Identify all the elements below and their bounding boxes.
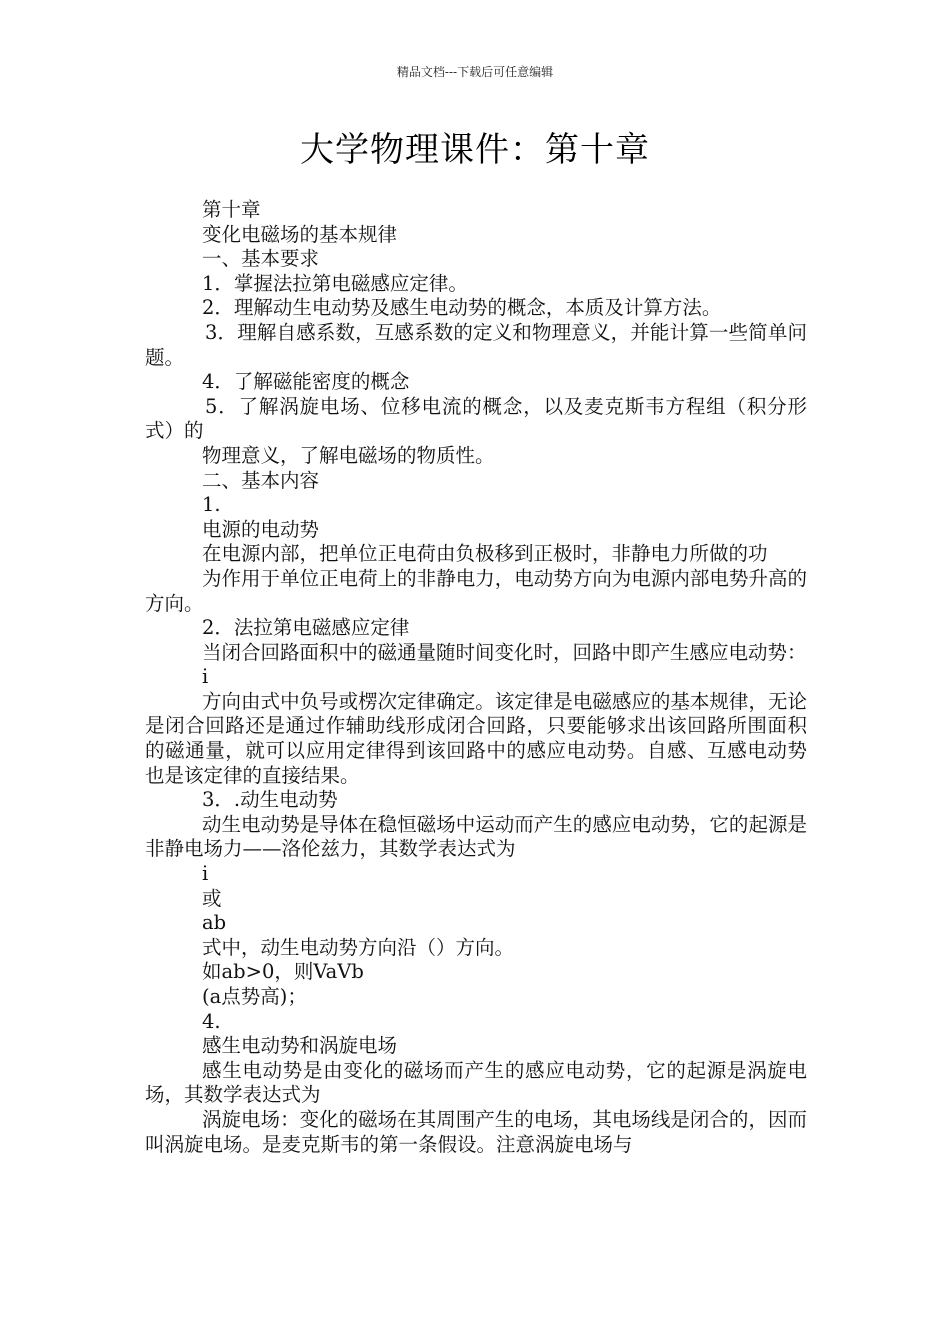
item-heading: 感生电动势和涡旋电场 xyxy=(202,1034,398,1058)
paragraph: 物理意义，了解电磁场的物质性。 xyxy=(202,443,495,467)
paragraph: 当闭合回路面积中的磁通量随时间变化时，回路中即产生感应电动势： xyxy=(202,640,807,664)
paragraph: 式中，动生电动势方向沿（）方向。 xyxy=(202,935,515,959)
paragraph: 感生电动势是由变化的磁场而产生的感应电动势，它的起源是涡旋电场，其数学表达式为 xyxy=(145,1058,807,1107)
requirement-item: 2．理解动生电动势及感生电动势的概念，本质及计算方法。 xyxy=(202,296,722,320)
chapter-subtitle: 变化电磁场的基本规律 xyxy=(202,222,398,246)
item-heading: 2．法拉第电磁感应定律 xyxy=(202,616,410,640)
section-heading: 一、基本要求 xyxy=(202,247,320,271)
item-number: 1. xyxy=(202,493,221,517)
item-heading: 3．.动生电动势 xyxy=(202,788,338,812)
document-title: 大学物理课件：第十章 xyxy=(300,130,650,170)
chapter-label: 第十章 xyxy=(202,198,261,221)
requirement-item: 3．理解自感系数，互感系数的定义和物理意义，并能计算一些简单问题。 xyxy=(145,320,807,369)
requirement-item: 1．掌握法拉第电磁感应定律。 xyxy=(202,271,468,295)
paragraph: (a点势高)； xyxy=(202,985,307,1008)
requirement-item: 5．了解涡旋电场、位移电流的概念，以及麦克斯韦方程组（积分形式）的 xyxy=(145,394,807,443)
paragraph: 为作用于单位正电荷上的非静电力，电动势方向为电源内部电势升高的方向。 xyxy=(145,566,807,615)
item-heading: 电源的电动势 xyxy=(202,517,320,541)
requirement-item: 4．了解磁能密度的概念 xyxy=(202,370,410,394)
paragraph: 涡旋电场：变化的磁场在其周围产生的电场，其电场线是闭合的，因而叫涡旋电场。是麦克斯韦的第一条假设。注意涡旋电场与 xyxy=(145,1107,807,1156)
formula-fragment: ab xyxy=(202,911,227,935)
paragraph: 或 xyxy=(202,886,222,910)
item-number: 4. xyxy=(202,1009,221,1033)
paragraph: 动生电动势是导体在稳恒磁场中运动而产生的感应电动势，它的起源是非静电场力——洛伦兹力，其数学表达式为 xyxy=(145,812,807,861)
formula-fragment: i xyxy=(202,665,209,689)
document-body xyxy=(145,198,807,1157)
page-header: 精品文档---下载后可任意编辑 xyxy=(396,65,554,79)
paragraph: 如ab>0，则VaVb xyxy=(202,960,364,984)
paragraph: 在电源内部，把单位正电荷由负极移到正极时，非静电力所做的功 xyxy=(202,542,768,566)
section-heading: 二、基本内容 xyxy=(202,468,320,492)
paragraph: 方向由式中负号或楞次定律确定。该定律是电磁感应的基本规律，无论是闭合回路还是通过作辅助线形成闭合回路，只要能够求出该回路所围面积的磁通量，就可以应用定律得到该回路中的感应电动势。自感、互感电动势也是该定律的直接结果。 xyxy=(145,689,807,787)
formula-fragment: i xyxy=(202,862,209,886)
